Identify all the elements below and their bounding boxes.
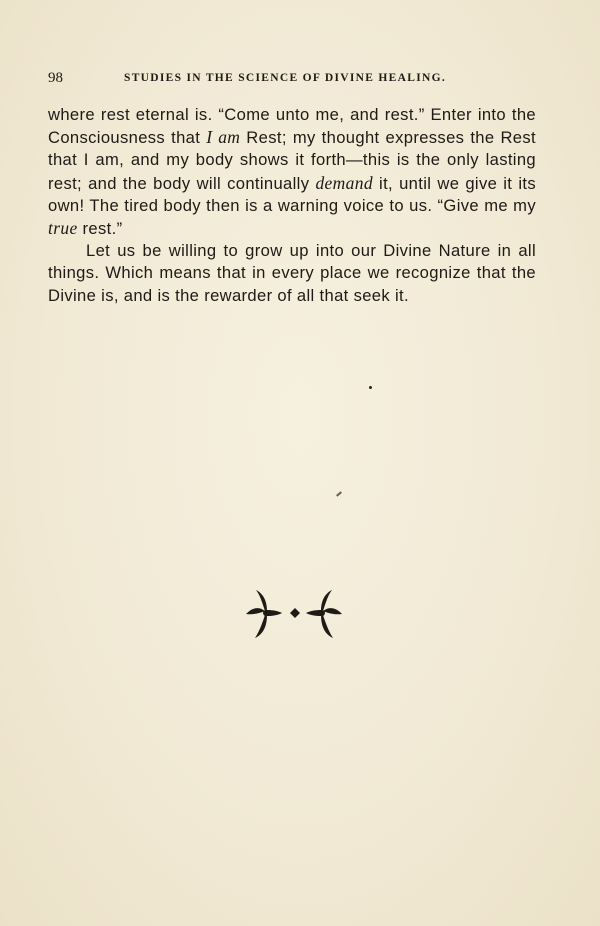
- paragraph-1-text-a: where rest eternal is. “Come unto me, and rest.” Enter into the Consciousness that: [48, 105, 536, 148]
- paragraph-1-italic-true: true: [48, 218, 78, 239]
- paragraph-2: Let us be willing to grow up into our Divine Nature in all things. Which means that in every place we recognize that the Divine is, and is the rewarder of all that seek it.: [48, 241, 536, 305]
- ink-speck: [369, 386, 372, 389]
- page-header: [48, 70, 538, 90]
- ink-mark: [336, 491, 342, 496]
- paragraph-1-text-c: it, until we give it its own! The tired body then is a warning voice to us. “Give me my: [48, 173, 536, 215]
- paragraph-1-italic-demand: demand: [315, 172, 373, 193]
- running-head: STUDIES IN THE SCIENCE OF DIVINE HEALING.: [124, 72, 447, 84]
- paragraph-1: [48, 104, 536, 240]
- paragraph-1-text-b: Rest; my thought expresses the Rest that I am, and my body shows it forth—this is the only lasting rest; and the body will continually: [48, 128, 536, 193]
- page-number: 98: [48, 70, 63, 86]
- body-text: [48, 104, 536, 307]
- paragraph-1-text-d: rest.”: [77, 219, 123, 239]
- right-fleuron-icon: [306, 590, 342, 638]
- fleuron-ornament-icon: [238, 584, 350, 644]
- left-fleuron-icon: [246, 590, 282, 638]
- paragraph-1-italic-i-am: I am: [206, 127, 241, 148]
